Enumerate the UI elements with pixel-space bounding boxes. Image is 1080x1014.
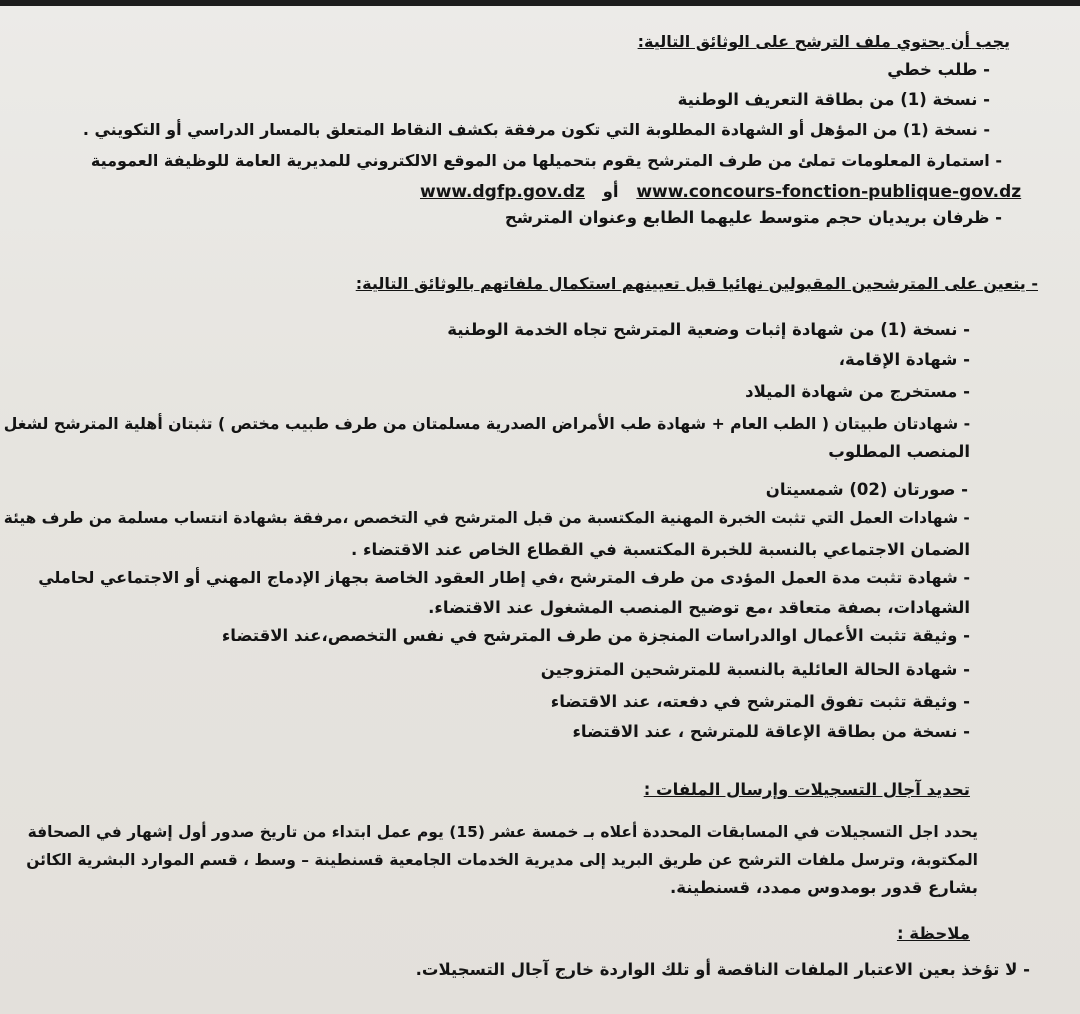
url-dgfp[interactable]: www.dgfp.gov.dz xyxy=(420,182,585,202)
section4-note: - لا تؤخذ بعين الاعتبار الملفات الناقصة أو تلك الواردة خارج آجال التسجيلات. xyxy=(415,960,1030,979)
section2-line-9: - شهادة تثبت مدة العمل المؤدى من طرف المترشح ،في إطار العقود الخاصة بجهاز الإدماج المهني أو الاجتماعي لحاملي xyxy=(38,568,970,587)
section2-line-14: - نسخة من بطاقة الإعاقة للمترشح ، عند الاقتضاء xyxy=(572,722,970,741)
section2-line-2: - شهادة الإقامة، xyxy=(838,350,970,369)
section3-line-1: يحدد اجل التسجيلات في المسابقات المحددة أعلاه بـ خمسة عشر (15) يوم عمل ابتداء من تاريخ صدور أول إشهار في الصحافة xyxy=(27,823,978,841)
url-connector: أو xyxy=(602,182,619,201)
section1-url-line xyxy=(420,180,1021,204)
section3-heading: تحديد آجال التسجيلات وإرسال الملفات : xyxy=(643,780,970,799)
section1-item-envelopes: - ظرفان بريديان حجم متوسط عليهما الطابع وعنوان المترشح xyxy=(504,208,1002,227)
section3-line-2: المكتوبة، وترسل ملفات الترشح عن طريق البريد إلى مديرية الخدمات الجامعية قسنطينة – وسط ، قسم الموارد البشرية الكائن xyxy=(26,851,978,869)
section2-line-12: - شهادة الحالة العائلية بالنسبة للمترشحين المتزوجين xyxy=(540,660,970,679)
section1-item-written-request: - طلب خطي xyxy=(887,60,990,79)
section2-line-13: - وثيقة تثبت تفوق المترشح في دفعته، عند الاقتضاء xyxy=(550,692,970,711)
section3-line-3: بشارع قدور بومدوس ممدد، قسنطينة. xyxy=(669,878,978,897)
section1-item-diploma: - نسخة (1) من المؤهل أو الشهادة المطلوبة التي تكون مرفقة بكشف النقاط المتعلق بالمسار الدراسي أو التكويني . xyxy=(82,120,990,139)
url-concours[interactable]: www.concours-fonction-publique-gov.dz xyxy=(636,182,1022,202)
section2-line-8: الضمان الاجتماعي بالنسبة للخبرة المكتسبة في القطاع الخاص عند الاقتضاء . xyxy=(351,540,970,559)
section2-line-6: - صورتان (02) شمسيتان xyxy=(765,480,968,499)
section2-heading: - يتعين على المترشحين المقبولين نهائيا قبل تعيينهم استكمال ملفاتهم بالوثائق التالية: xyxy=(355,274,1038,293)
section2-line-3: - مستخرج من شهادة الميلاد xyxy=(745,382,970,401)
section2-line-4: - شهادتان طبيتان ( الطب العام + شهادة طب الأمراض الصدرية مسلمتان من طرف طبيب مختص ) تثبتان أهلية المترشح لشغل xyxy=(3,414,970,433)
section2-line-7: - شهادات العمل التي تثبت الخبرة المهنية المكتسبة من قبل المترشح في التخصص ،مرفقة بشهادة انتساب مسلمة من طرف هيئة xyxy=(3,509,970,527)
scan-edge-shadow xyxy=(0,0,1080,6)
section2-line-1: - نسخة (1) من شهادة إثبات وضعية المترشح تجاه الخدمة الوطنية xyxy=(447,320,970,339)
section1-item-info-form: - استمارة المعلومات تملئ من طرف المترشح يقوم بتحميلها من الموقع الالكتروني للمديرية العامة للوظيفة العمومية xyxy=(90,151,1002,170)
section4-heading: ملاحظة : xyxy=(896,924,970,943)
section1-heading: يجب أن يحتوي ملف الترشح على الوثائق التالية: xyxy=(637,32,1010,51)
section2-line-11: - وثيقة تثبت الأعمال اوالدراسات المنجزة من طرف المترشح في نفس التخصص،عند الاقتضاء xyxy=(221,626,970,645)
section2-line-5: المنصب المطلوب xyxy=(828,442,970,461)
section1-item-id-card: - نسخة (1) من بطاقة التعريف الوطنية xyxy=(677,90,990,109)
section2-line-10: الشهادات، بصفة متعاقد ،مع توضيح المنصب المشغول عند الاقتضاء. xyxy=(428,598,970,617)
